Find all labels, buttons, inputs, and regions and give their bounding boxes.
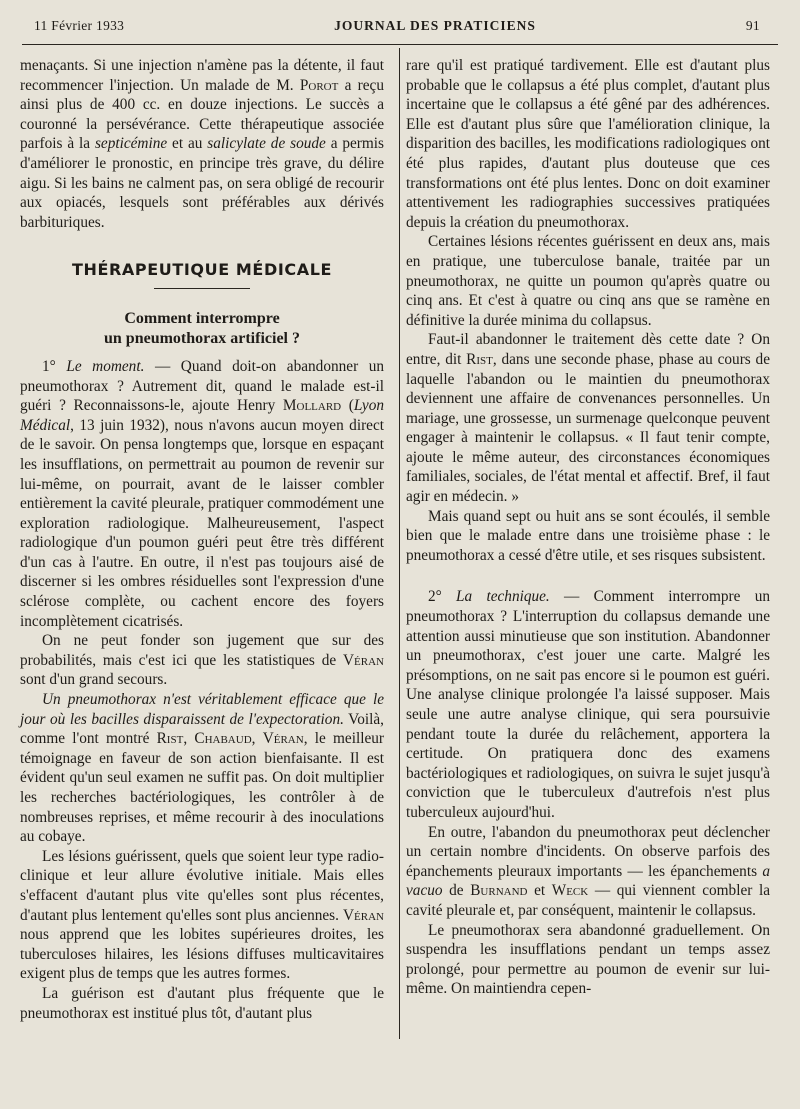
author-name: Rist	[156, 730, 184, 748]
paragraph: rare qu'il est pratiqué tardivement. Elle est d'autant plus probable que le collapsus a été plus complet, d'autant plus incertaine que le collapsus a été gêné par des adhérences. Elle est d'autant plus sûre que l'amélioration clinique, la disparition des bacilles, les modifications radiologiques ont été plus rapides, d'autant plus douteuse que ces transformations ont été plus lentes. Donc on doit examiner attentivement les radiographies successives pratiquées depuis la création du pneumothorax.	[406, 57, 770, 231]
header-date: 11 Février 1933	[34, 18, 125, 33]
header-journal-title: JOURNAL DES PRATICIENS	[334, 18, 536, 33]
paragraph: On ne peut fonder son jugement que sur des probabilités, mais c'est ici que les statistiques de Véran sont d'un grand secours.	[20, 632, 384, 689]
author-name: Mollard	[282, 397, 342, 415]
author-name: Rist	[466, 350, 493, 368]
paragraph: Faut-il abandonner le traitement dès cette date ? On entre, dit Rist, dans une seconde phase, phase au cours de laquelle l'abandon ou le maintien du pneumothorax deviennent une affaire de convenances personnelles. Un mariage, une grossesse, un surmenage quelconque peuvent engager à maintenir le collapsus. « Il faut tenir compte, ajoute le même auteur, des circonstances économiques familiales, sociales, de l'état mental et affectif. Bref, il faut agir en médecin. »	[406, 331, 770, 506]
author-name: Porot	[299, 76, 339, 94]
paragraph: En outre, l'abandon du pneumothorax peut déclencher un certain nombre d'incidents. On observe parfois des épanchements pleuraux importants — les épanchements a vacuo de Burnand et Weck — qui viennent combler la cavité pleurale et, par conséquent, maintenir le collapsus.	[406, 823, 770, 919]
paragraph: Les lésions guérissent, quels que soient leur type radio-clinique et leur allure évolutive initiale. Mais elles s'effacent d'autant plus vite qu'elles sont plus récentes, d'autant plus lentement qu'elles sont plus anciennes. Véran nous apprend que les lobites supérieures droites, les tuberculoses hilaires, les lésions diffuses multicavitaires exigent plus de temps que les autres formes.	[20, 847, 384, 983]
author-name: Chabaud	[194, 730, 252, 748]
section-title: THÉRAPEUTIQUE MÉDICALE	[71, 260, 333, 280]
section-rule	[154, 288, 250, 289]
paragraph: Un pneumothorax n'est véritablement efficace que le jour où les bacilles disparaissent de l'expectoration. Voilà, comme l'ont montré Rist, Chabaud, Véran, le meilleur témoignage en faveur de son action bienfaisante. Il est évident qu'un seul examen ne suffit pas. On doit multiplier les recherches bactériologiques, les contrôler à de nombreuses reprises, et même recourir à des inoculations au cobaye.	[20, 691, 384, 846]
paragraph: Le pneumothorax sera abandonné graduellement. On suspendra les insufflations pendant un temps assez prolongé, pour permettre au poumon de evenir sur lui-même. On maintiendra cepen-	[406, 921, 770, 998]
left-column	[20, 56, 384, 1023]
header-rule	[22, 44, 778, 45]
article-title: Comment interrompre un pneumothorax artificiel ?	[104, 309, 300, 347]
paragraph: Certaines lésions récentes guérissent en deux ans, mais en pratique, une tuberculose banale, traitée par un pneumothorax, ne quitte un poumon qu'après quatre ou cinq ans. Et c'est à quatre ou cinq ans que se ramène en définitive la durée minima du collapsus.	[406, 233, 770, 329]
right-column	[406, 56, 770, 999]
paragraph: menaçants. Si une injection n'amène pas la détente, il faut recommencer l'injection. Un malade de M. Porot a reçu ainsi plus de 400 cc. en douze injections. Le succès a couronné la persévérance. Cette thérapeutique associée parfois à la septicémine et au salicylate de soude a permis d'améliorer le pronostic, en principe très grave, du délire aigu. Si les bains ne calment pas, on sera obligé de recourir aux opiacés, lesquels sont préférables aux dérivés barbituriques.	[20, 57, 384, 231]
author-name: Véran	[343, 651, 384, 669]
author-name: Véran	[262, 730, 304, 748]
page-header	[34, 18, 760, 40]
header-page-number: 91	[745, 18, 760, 33]
paragraph-gap	[406, 565, 770, 587]
paragraph: 2° La technique. — Comment interrompre un pneumothorax ? L'interruption du collapsus demande une attention aussi minutieuse que son institution. Abandonner un pneumothorax, c'est jouer une carte. Malgré les présomptions, on ne sait pas encore si le poumon est guéri. Une analyse clinique prolongée l'a laissé supposer. Mais seule une autre analyse clinique, qui sera poursuivie pendant toute la durée du relâchement, apportera la certitude. On pratiquera donc des examens bactériologiques et radiologiques, on suivra le sujet jusqu'à conviction que le tuberculeux d'autrefois n'est plus tuberculeux aujourd'hui.	[406, 588, 770, 821]
author-name: Burnand	[470, 882, 528, 900]
column-divider	[399, 48, 400, 1039]
paragraph: Mais quand sept ou huit ans se sont écoulés, il semble bien que le malade entre dans une troisième phase : le pneumothorax a cessé d'être utile, et ses risques subsistent.	[406, 507, 770, 564]
paragraph: 1° Le moment. — Quand doit-on abandonner un pneumothorax ? Autrement dit, quand le malade est-il guéri ? Reconnaissons-le, ajoute Henry Mollard (Lyon Médical, 13 juin 1932), nous n'avons aucun moyen direct de le savoir. On pensa longtemps que, lorsque en espaçant les insufflations, on permettrait au poumon de revenir sur lui-même, on pourrait, avant de le laisser combler entièrement la cavité pleurale, pratiquer commodément une exploration radiologique. Malheureusement, l'aspect radiologique d'un poumon guéri peut être très différent d'un cas à l'autre. En outre, il n'est pas toujours aisé de discerner si les ombres résiduelles sont l'expression d'une sclérose complète, ou cachent encore des foyers incomplètement cicatrisés.	[20, 357, 384, 630]
paragraph: La guérison est d'autant plus fréquente que le pneumothorax est institué plus tôt, d'autant plus	[20, 984, 384, 1022]
author-name: Véran	[343, 906, 384, 924]
author-name: Weck	[551, 882, 589, 900]
